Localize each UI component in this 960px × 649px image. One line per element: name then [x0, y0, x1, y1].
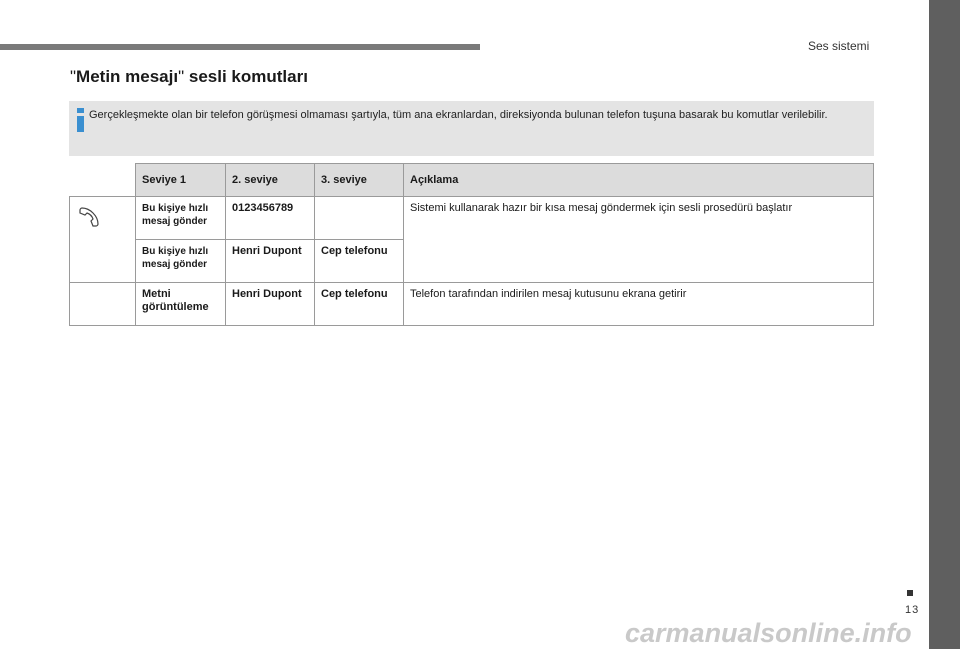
table-row: [70, 283, 874, 326]
watermark: carmanualsonline.info: [625, 618, 912, 648]
title-quote-open: ": [70, 67, 77, 86]
cell-level3: Cep telefonu: [315, 283, 404, 326]
info-icon: [74, 108, 87, 132]
phone-cell: [70, 197, 136, 283]
section-title: Ses sistemi: [808, 39, 870, 53]
cell-description: Telefon tarafından indirilen mesaj kutusunu ekrana getirir: [404, 283, 874, 326]
cell-level3: Cep telefonu: [315, 240, 404, 283]
title-rest: sesli komutları: [184, 67, 308, 86]
cell-level1: Bu kişiye hızlı mesaj gönder: [136, 240, 226, 283]
table-header-description: Açıklama: [404, 164, 874, 197]
cell-level2: Henri Dupont: [226, 240, 315, 283]
phone-cell-empty: [70, 283, 136, 326]
table-header-empty: [70, 164, 136, 197]
info-note-text: Gerçekleşmekte olan bir telefon görüşmesi olmaması şartıyla, tüm ana ekranlardan, direksiyonda bulunan telefon tuşuna basarak bu komutlar verilebilir.: [89, 109, 828, 121]
side-bar: [929, 0, 960, 649]
table-header-level3: 3. seviye: [315, 164, 404, 197]
title-main: Metin mesajı: [76, 67, 179, 86]
page-title: [70, 67, 308, 87]
cell-level1: Metni görüntüleme: [136, 283, 226, 326]
table-header-row: [70, 164, 874, 197]
cell-description: Sistemi kullanarak hazır bir kısa mesaj göndermek için sesli prosedürü başlatır: [404, 197, 874, 283]
command-table: [69, 163, 874, 326]
cell-level1: Bu kişiye hızlı mesaj gönder: [136, 197, 226, 240]
table-header-level2: 2. seviye: [226, 164, 315, 197]
table-row: [70, 197, 874, 240]
title-quote-close: ": [178, 67, 185, 86]
info-note: [69, 101, 874, 156]
phone-icon: [76, 204, 102, 230]
table-header-level1: Seviye 1: [136, 164, 226, 197]
header-rule: [0, 44, 480, 50]
cell-level3: [315, 197, 404, 240]
cell-level2: 0123456789: [226, 197, 315, 240]
page-number: 13: [905, 604, 920, 616]
page-marker: [907, 590, 913, 596]
cell-level2: Henri Dupont: [226, 283, 315, 326]
